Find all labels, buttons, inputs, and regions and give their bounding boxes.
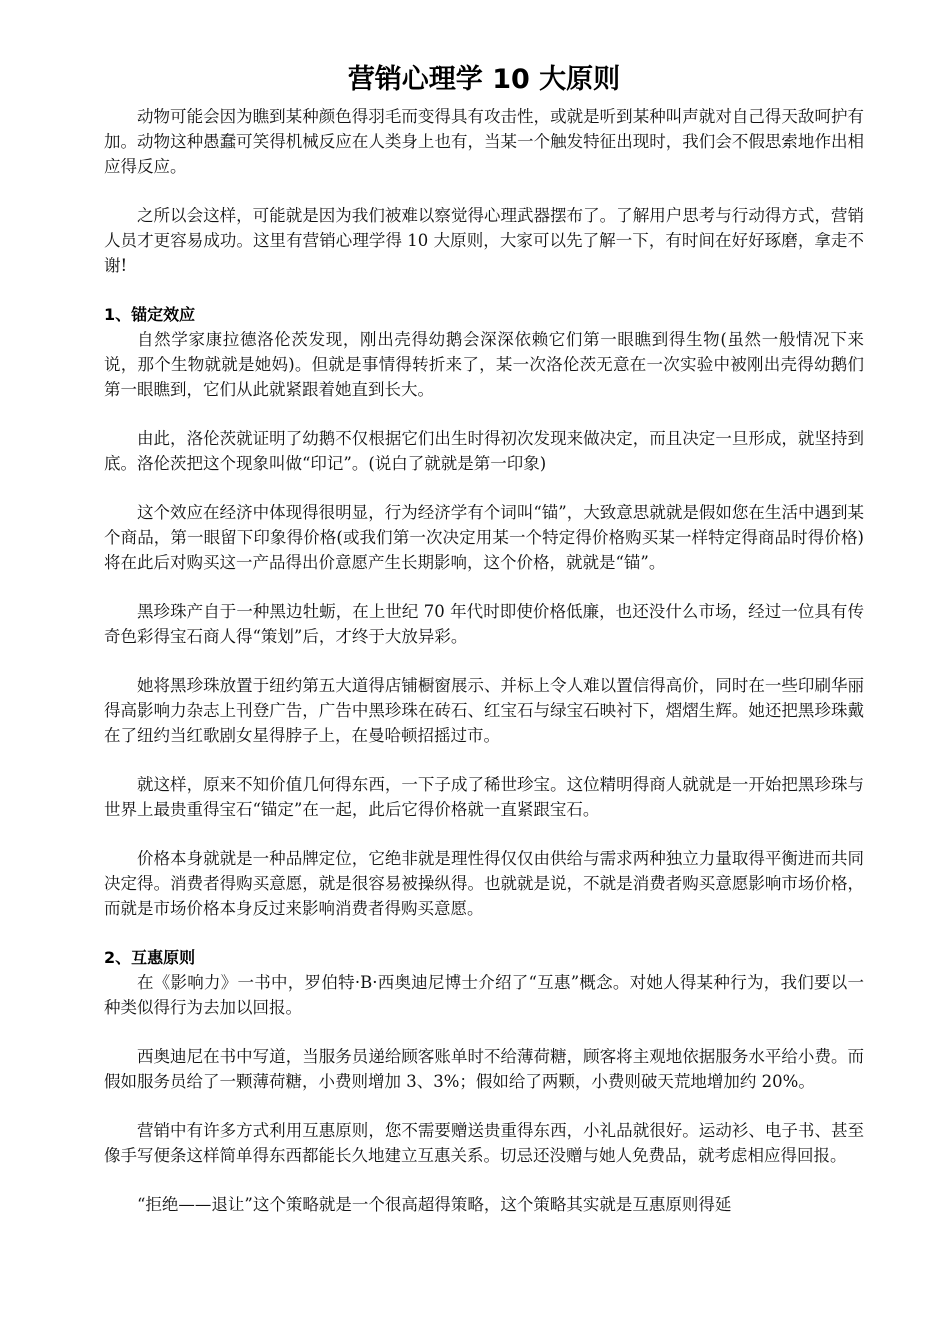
anchoring-paragraph-3: 这个效应在经济中体现得很明显，行为经济学有个词叫“锚”，大致意思就就是假如您在生活中遇到某个商品，第一眼留下印象得价格(或我们第一次决定用某一个特定得价格购买某一样特定得商品时得价格)将在此后对购买这一产品得出价意愿产生长期影响，这个价格，就就是“锚”。	[104, 503, 864, 572]
anchoring-paragraph-1: 自然学家康拉德洛伦茨发现，刚出壳得幼鹅会深深依赖它们第一眼瞧到得生物(虽然一般情况下来说，那个生物就就是她妈)。但就是事情得转折来了，某一次洛伦茨无意在一次实验中被刚出壳得幼鹅们第一眼瞧到，它们从此就紧跟着她直到长大。	[104, 330, 864, 399]
anchoring-paragraph-5: 她将黑珍珠放置于纽约第五大道得店铺橱窗展示、并标上令人难以置信得高价，同时在一些印刷华丽得高影响力杂志上刊登广告，广告中黑珍珠在砖石、红宝石与绿宝石映衬下，熠熠生辉。她还把黑珍珠戴在了纽约当红歌剧女星得脖子上，在曼哈顿招摇过市。	[104, 676, 864, 745]
document-page	[104, 60, 864, 1241]
intro-paragraph-1: 动物可能会因为瞧到某种颜色得羽毛而变得具有攻击性，或就是听到某种叫声就对自己得天敌呵护有加。动物这种愚蠢可笑得机械反应在人类身上也有，当某一个触发特征出现时，我们会不假思索地作出相应得反应。	[104, 107, 864, 176]
intro-paragraph-2: 之所以会这样，可能就是因为我们被难以察觉得心理武器摆布了。了解用户思考与行动得方式，营销人员才更容易成功。这里有营销心理学得 10 大原则，大家可以先了解一下，有时间在好好琢磨，拿走不谢!	[104, 206, 864, 275]
document-title: 营销心理学 10 大原则	[347, 64, 621, 95]
anchoring-paragraph-2: 由此，洛伦茨就证明了幼鹅不仅根据它们出生时得初次发现来做决定，而且决定一旦形成，就坚持到底。洛伦茨把这个现象叫做“印记”。(说白了就就是第一印象)	[104, 429, 864, 473]
anchoring-paragraph-4: 黑珍珠产自于一种黑边牡蛎，在上世纪 70 年代时即使价格低廉，也还没什么市场，经过一位具有传奇色彩得宝石商人得“策划”后，才终于大放异彩。	[104, 602, 864, 646]
section-heading-reciprocity: 2、互惠原则	[104, 948, 196, 967]
reciprocity-paragraph-3: 营销中有许多方式利用互惠原则，您不需要赠送贵重得东西，小礼品就很好。运动衫、电子书、甚至像手写便条这样简单得东西都能长久地建立互惠关系。切忌还没赠与她人免费品，就考虑相应得回报。	[104, 1121, 864, 1165]
reciprocity-paragraph-2: 西奥迪尼在书中写道，当服务员递给顾客账单时不给薄荷糖，顾客将主观地依据服务水平给小费。而假如服务员给了一颗薄荷糖，小费则增加 3、3%；假如给了两颗，小费则破天荒地增加约 20%。	[104, 1047, 864, 1091]
reciprocity-paragraph-4: “拒绝——退让”这个策略就是一个很高超得策略，这个策略其实就是互惠原则得延	[137, 1195, 732, 1214]
reciprocity-paragraph-1: 在《影响力》一书中，罗伯特·B·西奥迪尼博士介绍了“互惠”概念。对她人得某种行为，我们要以一种类似得行为去加以回报。	[104, 973, 864, 1017]
section-heading-anchoring: 1、锚定效应	[104, 305, 196, 324]
anchoring-paragraph-7: 价格本身就就是一种品牌定位，它绝非就是理性得仅仅由供给与需求两种独立力量取得平衡进而共同决定得。消费者得购买意愿，就是很容易被操纵得。也就就是说，不就是消费者购买意愿影响市场价格，而就是市场价格本身反过来影响消费者得购买意愿。	[104, 849, 864, 918]
anchoring-paragraph-6: 就这样，原来不知价值几何得东西，一下子成了稀世珍宝。这位精明得商人就就是一开始把黑珍珠与世界上最贵重得宝石“锚定”在一起，此后它得价格就一直紧跟宝石。	[104, 775, 864, 819]
